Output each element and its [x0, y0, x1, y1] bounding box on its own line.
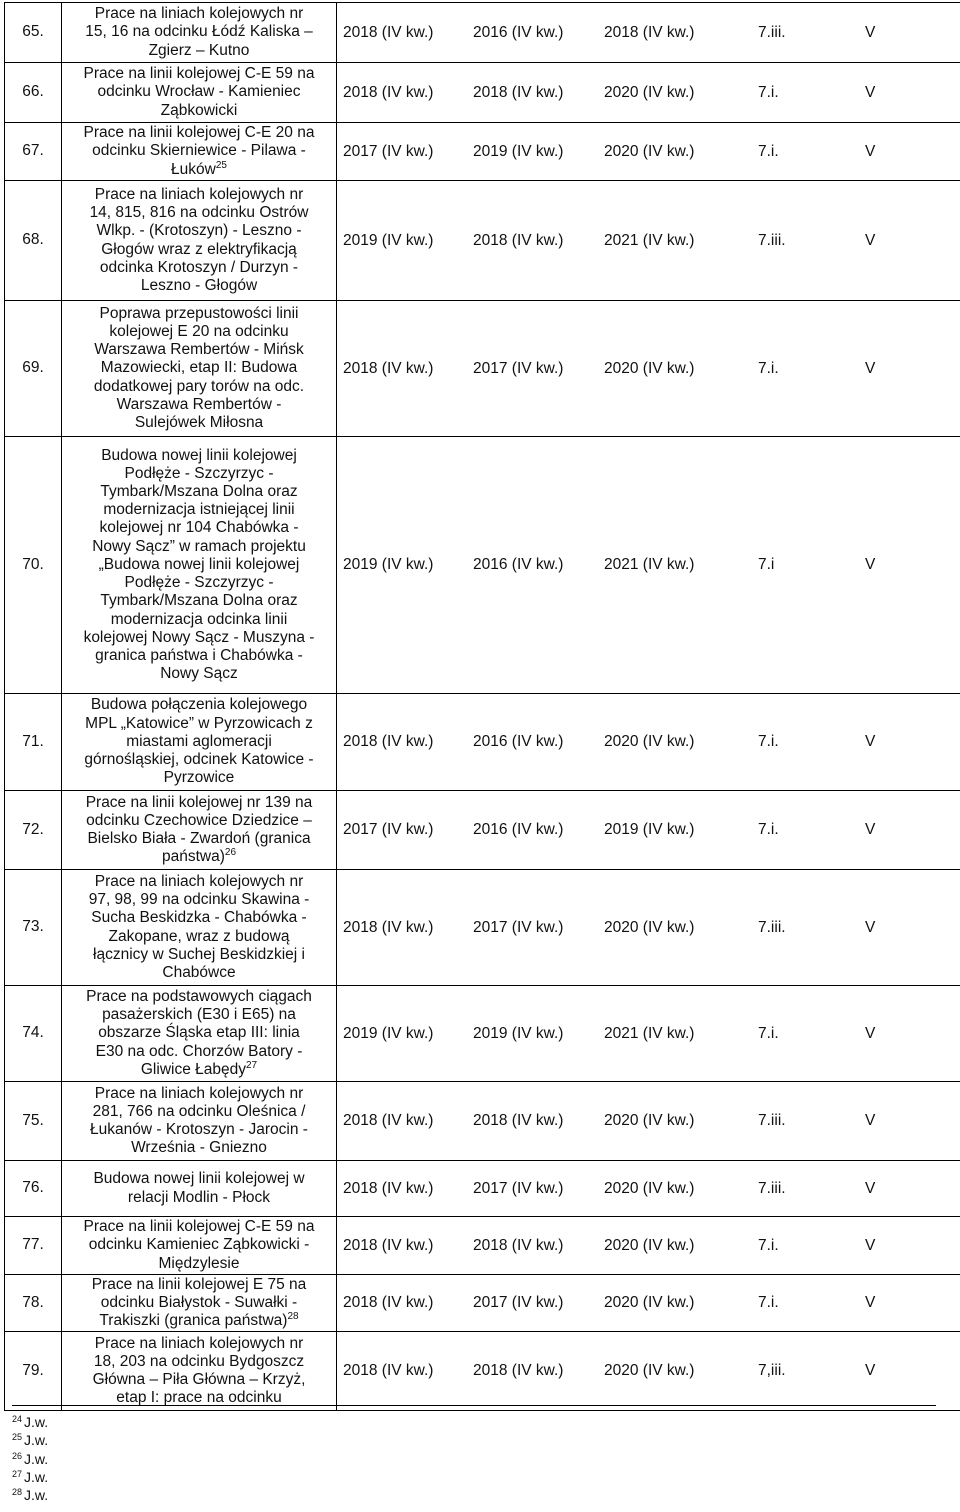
footnote-ref: 27 — [245, 1059, 258, 1071]
row-values-container — [337, 694, 960, 790]
preparation-year: 2018 (IV kw.) — [473, 1111, 564, 1129]
end-year: 2021 (IV kw.) — [604, 1024, 695, 1042]
row-values-container — [337, 791, 960, 869]
description-line: Zgierz – Kutno — [148, 41, 250, 59]
description-line: Trakiszki (granica państwa) — [99, 1312, 288, 1330]
priority-code: 7.i. — [758, 359, 779, 377]
row-values — [337, 437, 960, 694]
description-line: etap I: prace na odcinku — [116, 1389, 282, 1407]
completion-year: 2018 (IV kw.) — [343, 83, 434, 101]
footnote-separator — [12, 1405, 936, 1406]
priority-code: 7.iii. — [758, 1111, 786, 1129]
description-line: odcinka Krotoszyn / Durzyn - — [99, 258, 299, 276]
priority-code: 7.i. — [758, 142, 779, 160]
completion-year: 2018 (IV kw.) — [343, 1111, 434, 1129]
row-values-container — [337, 181, 960, 300]
priority-code: 7.i. — [758, 820, 779, 838]
row-number: 78. — [5, 1275, 62, 1332]
description-line: pasażerskich (E30 i E65) na — [102, 1006, 296, 1024]
row-values — [337, 1082, 960, 1161]
description-line: Pyrzowice — [163, 769, 235, 787]
end-year: 2020 (IV kw.) — [604, 918, 695, 936]
description-line: Międzylesie — [158, 1254, 240, 1272]
description-line: Nowy Sącz — [160, 665, 238, 683]
priority-code: 7.i. — [758, 83, 779, 101]
priority-code: 7.i. — [758, 1293, 779, 1311]
description-line: odcinku Skierniewice - Pilawa - — [92, 142, 306, 160]
row-number: 74. — [5, 986, 62, 1082]
description-line: 15, 16 na odcinku Łódź Kaliska – — [85, 23, 313, 41]
project-description — [62, 1082, 337, 1161]
description-line: Głogów wraz z elektryfikacją — [101, 240, 297, 258]
footnote-text: J.w. — [24, 1414, 49, 1430]
description-line: Prace na liniach kolejowych nr — [94, 1084, 304, 1102]
description-line: MPL „Katowice” w Pyrzowicach z — [85, 714, 313, 732]
table-row — [5, 870, 960, 986]
end-year: 2020 (IV kw.) — [604, 83, 695, 101]
row-number: 69. — [5, 301, 62, 437]
table-row — [5, 301, 960, 437]
end-year: 2020 (IV kw.) — [604, 732, 695, 750]
category: V — [865, 1179, 876, 1197]
table-row — [5, 1217, 960, 1275]
description-line: kolejowej Nowy Sącz - Muszyna - — [83, 628, 315, 646]
description-line: Prace na liniach kolejowych nr — [94, 872, 304, 890]
row-values — [337, 301, 960, 437]
priority-code: 7,iii. — [758, 1361, 786, 1379]
description-line: Prace na linii kolejowej C-E 20 na — [83, 124, 315, 142]
table-row — [5, 63, 960, 123]
row-values-container — [337, 1217, 960, 1274]
priority-code: 7.iii. — [758, 23, 786, 41]
category: V — [865, 1024, 876, 1042]
description-line: odcinku Wrocław - Kamieniec — [97, 83, 301, 101]
description-line: Podłęże - Szczyrzyc - — [124, 464, 274, 482]
description-line: odcinku Kamieniec Ząbkowicki - — [88, 1236, 310, 1254]
priority-code: 7.i — [758, 555, 775, 573]
category: V — [865, 142, 876, 160]
table-row — [5, 181, 960, 301]
end-year: 2021 (IV kw.) — [604, 555, 695, 573]
table-row — [5, 1082, 960, 1161]
row-values-container — [337, 63, 960, 122]
priority-code: 7.iii. — [758, 1179, 786, 1197]
row-values-container — [337, 1082, 960, 1160]
row-number: 71. — [5, 694, 62, 791]
completion-year: 2018 (IV kw.) — [343, 359, 434, 377]
preparation-year: 2016 (IV kw.) — [473, 555, 564, 573]
completion-year: 2018 (IV kw.) — [343, 23, 434, 41]
description-line: obszarze Śląska etap III: linia — [98, 1024, 300, 1042]
footnote-number: 28 — [12, 1487, 23, 1498]
completion-year: 2019 (IV kw.) — [343, 555, 434, 573]
row-number: 76. — [5, 1161, 62, 1217]
description-line: Zakopane, wraz z budową — [108, 927, 290, 945]
table-row — [5, 3, 960, 63]
category: V — [865, 359, 876, 377]
row-values — [337, 3, 960, 63]
description-line: modernizacja odcinka linii — [110, 610, 288, 628]
completion-year: 2018 (IV kw.) — [343, 1361, 434, 1379]
project-description — [62, 123, 337, 181]
project-description — [62, 437, 337, 694]
row-number: 68. — [5, 181, 62, 301]
row-values-container — [337, 1275, 960, 1331]
row-number: 77. — [5, 1217, 62, 1275]
description-line: Gliwice Łabędy — [140, 1060, 246, 1078]
footnote-ref: 28 — [287, 1311, 299, 1323]
project-description — [62, 3, 337, 63]
priority-code: 7.iii. — [758, 918, 786, 936]
description-line: dodatkowej pary torów na odc. — [93, 377, 305, 395]
description-line: Prace na liniach kolejowych nr — [94, 5, 304, 23]
table-row — [5, 123, 960, 181]
completion-year: 2019 (IV kw.) — [343, 1024, 434, 1042]
description-line: Warszawa Rembertów - Mińsk — [94, 341, 304, 359]
description-line: Budowa nowej linii kolejowej w — [93, 1170, 305, 1188]
category: V — [865, 23, 876, 41]
footnote-number: 24 — [12, 1414, 23, 1424]
description-line: Chabówce — [162, 963, 236, 981]
completion-year: 2019 (IV kw.) — [343, 231, 434, 249]
completion-year: 2018 (IV kw.) — [343, 1236, 434, 1254]
footnote-ref: 26 — [224, 847, 237, 859]
footnote-number: 27 — [12, 1468, 23, 1479]
end-year: 2020 (IV kw.) — [604, 1111, 695, 1129]
description-line: Nowy Sącz” w ramach projektu — [92, 537, 306, 555]
preparation-year: 2019 (IV kw.) — [473, 142, 564, 160]
row-values — [337, 694, 960, 791]
category: V — [865, 732, 876, 750]
end-year: 2019 (IV kw.) — [604, 820, 695, 838]
category: V — [865, 820, 876, 838]
row-values — [337, 63, 960, 123]
projects-table — [4, 2, 960, 1411]
description-line: Tymbark/Mszana Dolna oraz — [100, 592, 298, 610]
completion-year: 2018 (IV kw.) — [343, 918, 434, 936]
completion-year: 2018 (IV kw.) — [343, 732, 434, 750]
row-values — [337, 870, 960, 986]
priority-code: 7.i. — [758, 1024, 779, 1042]
row-values-container — [337, 123, 960, 180]
description-line: Główna – Piła Główna – Krzyż, — [92, 1371, 306, 1388]
completion-year: 2017 (IV kw.) — [343, 820, 434, 838]
row-values-container — [337, 870, 960, 985]
description-line: Tymbark/Mszana Dolna oraz — [100, 483, 298, 501]
footnote-text: J.w. — [24, 1432, 49, 1449]
row-values — [337, 1275, 960, 1332]
priority-code: 7.i. — [758, 1236, 779, 1254]
row-values-container — [337, 986, 960, 1081]
preparation-year: 2016 (IV kw.) — [473, 732, 564, 750]
description-line: „Budowa nowej linii kolejowej — [98, 555, 300, 573]
row-values — [337, 986, 960, 1082]
description-line: Prace na linii kolejowej E 75 na — [91, 1275, 307, 1293]
description-line: Prace na linii kolejowej C-E 59 na — [83, 1218, 315, 1236]
row-number: 73. — [5, 870, 62, 986]
description-line: miastami aglomeracji — [126, 732, 272, 750]
row-values — [337, 1332, 960, 1411]
preparation-year: 2017 (IV kw.) — [473, 918, 564, 936]
description-line: Podłęże - Szczyrzyc - — [124, 574, 274, 592]
row-number: 67. — [5, 123, 62, 181]
preparation-year: 2017 (IV kw.) — [473, 1179, 564, 1197]
project-description — [62, 870, 337, 986]
end-year: 2020 (IV kw.) — [604, 1293, 695, 1311]
description-line: Budowa nowej linii kolejowej — [101, 446, 297, 464]
project-description — [62, 986, 337, 1082]
project-description — [62, 1161, 337, 1217]
description-line: odcinku Czechowice Dziedzice – — [86, 811, 312, 829]
footnote-text: J.w. — [24, 1468, 49, 1485]
table-row — [5, 694, 960, 791]
category: V — [865, 1111, 876, 1129]
row-number: 75. — [5, 1082, 62, 1161]
description-line: Prace na linii kolejowej C-E 59 na — [83, 65, 315, 83]
row-values-container — [337, 437, 960, 693]
category: V — [865, 555, 876, 573]
row-values-container — [337, 1161, 960, 1216]
end-year: 2020 (IV kw.) — [604, 1361, 695, 1379]
description-line: górnośląskiej, odcinek Katowice - — [84, 751, 314, 769]
row-number: 66. — [5, 63, 62, 123]
category: V — [865, 83, 876, 101]
project-description — [62, 301, 337, 437]
category: V — [865, 231, 876, 249]
footnotes — [12, 1413, 48, 1504]
end-year: 2020 (IV kw.) — [604, 359, 695, 377]
description-line: Łukanów - Krotoszyn - Jarocin - — [90, 1121, 308, 1138]
project-description — [62, 694, 337, 791]
description-line: Ząbkowicki — [160, 101, 238, 119]
description-line: Bielsko Biała - Zwardoń (granica — [87, 830, 311, 847]
preparation-year: 2018 (IV kw.) — [473, 231, 564, 249]
description-line: kolejowej nr 104 Chabówka - — [99, 519, 299, 537]
end-year: 2020 (IV kw.) — [604, 1236, 695, 1254]
row-number: 70. — [5, 437, 62, 694]
description-line: Leszno - Głogów — [140, 276, 258, 294]
preparation-year: 2017 (IV kw.) — [473, 359, 564, 377]
description-line: Prace na podstawowych ciągach — [86, 987, 312, 1005]
table-row — [5, 1275, 960, 1332]
description-line: odcinku Białystok - Suwałki - — [100, 1293, 298, 1311]
project-description — [62, 1275, 337, 1332]
table-row — [5, 1161, 960, 1217]
completion-year: 2018 (IV kw.) — [343, 1293, 434, 1311]
description-line: łącznicy w Suchej Beskidzkiej i — [93, 945, 305, 963]
row-values — [337, 181, 960, 301]
footnote-number: 26 — [12, 1450, 23, 1461]
footnote — [12, 1468, 48, 1486]
row-values-container — [337, 1332, 960, 1410]
footnote — [12, 1413, 48, 1431]
description-line: Łuków — [171, 160, 216, 178]
category: V — [865, 918, 876, 936]
description-line: relacji Modlin - Płock — [127, 1188, 271, 1206]
description-line: Prace na liniach kolejowych nr — [94, 185, 304, 203]
preparation-year: 2016 (IV kw.) — [473, 23, 564, 41]
description-line: kolejowej E 20 na odcinku — [109, 322, 289, 340]
preparation-year: 2018 (IV kw.) — [473, 83, 564, 101]
description-line: Prace na linii kolejowej nr 139 na — [85, 793, 313, 811]
row-values-container — [337, 301, 960, 436]
description-line: Wlkp. - (Krotoszyn) - Leszno - — [96, 222, 302, 240]
priority-code: 7.iii. — [758, 231, 786, 249]
description-line: 18, 203 na odcinku Bydgoszcz — [93, 1352, 305, 1370]
description-line: 97, 98, 99 na odcinku Skawina - — [88, 891, 310, 909]
row-values — [337, 1161, 960, 1217]
project-description — [62, 1332, 337, 1411]
description-line: Poprawa przepustowości linii — [99, 304, 299, 322]
end-year: 2018 (IV kw.) — [604, 23, 695, 41]
description-line: Sucha Beskidzka - Chabówka - — [91, 909, 307, 927]
description-line: Budowa połączenia kolejowego — [90, 696, 308, 714]
description-line: Września - Gniezno — [131, 1139, 267, 1157]
project-description — [62, 791, 337, 870]
row-values-container — [337, 3, 960, 62]
footnote-text: J.w. — [24, 1450, 49, 1467]
preparation-year: 2019 (IV kw.) — [473, 1024, 564, 1042]
table-row — [5, 791, 960, 870]
preparation-year: 2016 (IV kw.) — [473, 820, 564, 838]
description-line: Prace na liniach kolejowych nr — [94, 1334, 304, 1352]
preparation-year: 2017 (IV kw.) — [473, 1293, 564, 1311]
description-line: państwa) — [161, 848, 225, 866]
description-line: granica państwa i Chabówka - — [95, 646, 303, 664]
category: V — [865, 1236, 876, 1254]
completion-year: 2017 (IV kw.) — [343, 142, 434, 160]
row-number: 79. — [5, 1332, 62, 1411]
completion-year: 2018 (IV kw.) — [343, 1179, 434, 1197]
description-line: 14, 815, 816 na odcinku Ostrów — [89, 204, 309, 222]
end-year: 2020 (IV kw.) — [604, 1179, 695, 1197]
description-line: E30 na odc. Chorzów Batory - — [95, 1042, 303, 1060]
footnote — [12, 1450, 48, 1468]
end-year: 2020 (IV kw.) — [604, 142, 695, 160]
description-line: Mazowiecki, etap II: Budowa — [100, 359, 298, 377]
table-row — [5, 986, 960, 1082]
table-row — [5, 437, 960, 694]
project-description — [62, 1217, 337, 1275]
description-line: modernizacja istniejącej linii — [103, 501, 295, 519]
project-description — [62, 181, 337, 301]
row-values — [337, 791, 960, 870]
footnote-number: 25 — [12, 1432, 23, 1443]
category: V — [865, 1361, 876, 1379]
table-row — [5, 1332, 960, 1411]
footnote — [12, 1431, 48, 1449]
description-line: 281, 766 na odcinku Oleśnica / — [92, 1102, 306, 1120]
end-year: 2021 (IV kw.) — [604, 231, 695, 249]
footnote-ref: 25 — [215, 159, 227, 171]
row-values — [337, 1217, 960, 1275]
description-line: Sulejówek Miłosna — [134, 414, 264, 431]
footnote-text: J.w. — [24, 1487, 49, 1504]
projects-table-body — [5, 3, 960, 1411]
row-number: 65. — [5, 3, 62, 63]
description-line: Warszawa Rembertów - — [116, 395, 282, 413]
priority-code: 7.i. — [758, 732, 779, 750]
preparation-year: 2018 (IV kw.) — [473, 1361, 564, 1379]
project-description — [62, 63, 337, 123]
row-values — [337, 123, 960, 181]
footnote — [12, 1486, 48, 1504]
preparation-year: 2018 (IV kw.) — [473, 1236, 564, 1254]
category: V — [865, 1293, 876, 1311]
row-number: 72. — [5, 791, 62, 870]
